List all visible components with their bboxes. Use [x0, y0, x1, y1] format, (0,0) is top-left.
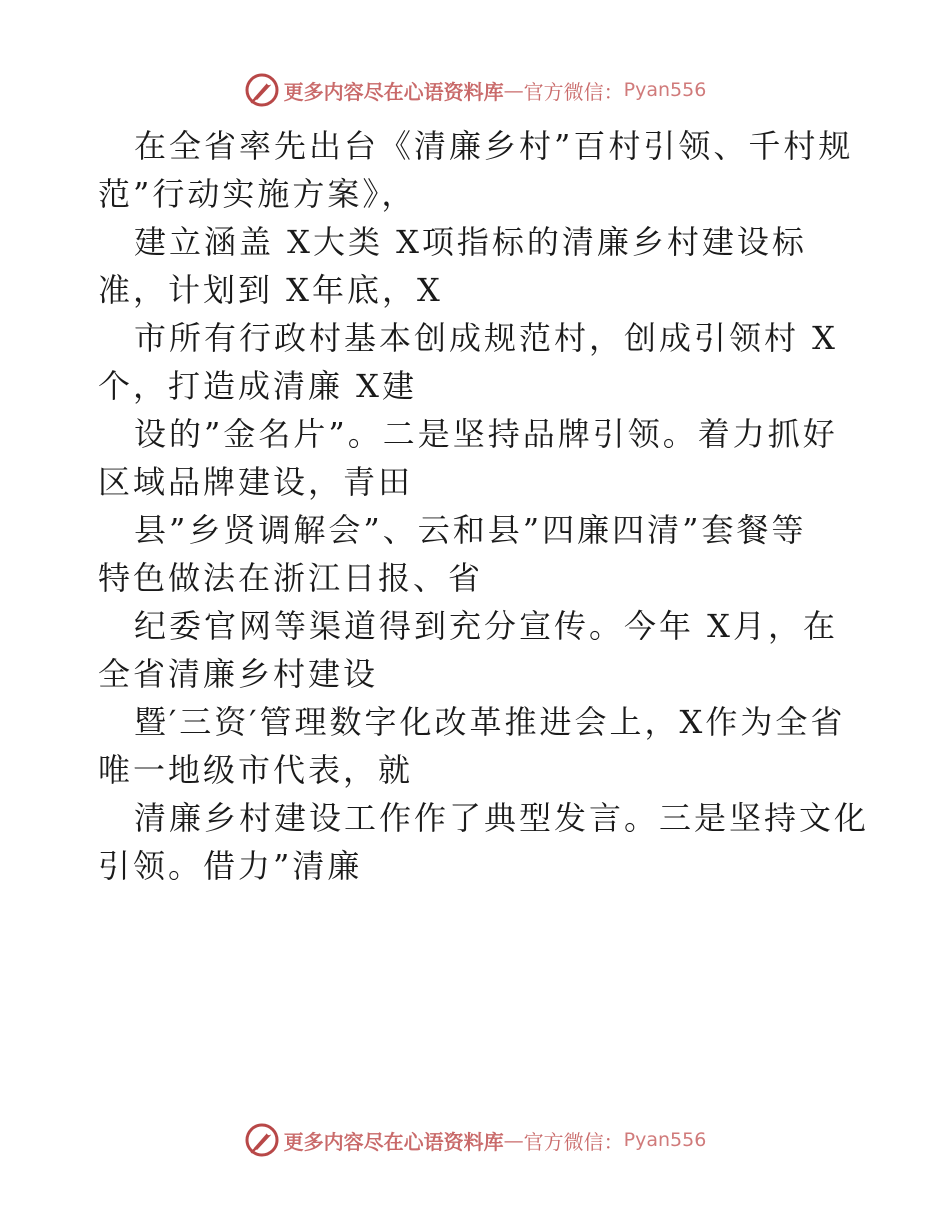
banner-account: Pyan556 — [623, 79, 707, 101]
quill-pen-seal-icon — [244, 1122, 280, 1158]
text-line: 特色做法在浙江日报、省 — [98, 559, 484, 597]
banner-text — [284, 76, 707, 105]
text-line: 建立涵盖 X大类 X项指标的清廉乡村建设标 — [134, 223, 807, 261]
text-line: 引领。借力”清廉 — [98, 847, 363, 885]
text-line: 设的”金名片”。二是坚持品牌引领。着力抓好 — [134, 415, 838, 453]
text-line: 纪委官网等渠道得到充分宣传。今年 X月，在 — [134, 607, 838, 645]
banner-text — [284, 1126, 707, 1155]
footer-watermark-banner — [0, 1120, 950, 1160]
banner-dash: — — [503, 78, 524, 102]
text-line: 唯一地级市代表，就 — [98, 751, 414, 789]
document-body — [98, 122, 878, 890]
text-line: 区域品牌建设，青田 — [98, 463, 414, 501]
text-line: 在全省率先出台《清廉乡村”百村引领、千村规 — [134, 127, 854, 165]
banner-content — [244, 70, 707, 110]
text-line: 暨′三资′管理数字化改革推进会上，X作为全省 — [134, 703, 846, 741]
text-line: 个，打造成清廉 X建 — [98, 367, 417, 405]
text-line: 范”行动实施方案》， — [98, 175, 417, 213]
quill-pen-seal-icon — [244, 72, 280, 108]
banner-account: Pyan556 — [623, 1129, 707, 1151]
banner-dash: — — [503, 1128, 524, 1152]
banner-brand: 更多内容尽在心语资料库 — [283, 1129, 504, 1154]
banner-brand: 更多内容尽在心语资料库 — [283, 79, 504, 104]
banner-wechat-label: 官方微信： — [523, 79, 624, 104]
header-watermark-banner — [0, 70, 950, 110]
banner-wechat-label: 官方微信： — [523, 1129, 624, 1154]
text-line: 市所有行政村基本创成规范村，创成引领村 X — [134, 319, 838, 357]
text-line: 准，计划到 X年底，X — [98, 271, 443, 309]
text-line: 县”乡贤调解会”、云和县”四廉四清”套餐等 — [134, 511, 807, 549]
banner-content — [244, 1120, 707, 1160]
text-line: 清廉乡村建设工作作了典型发言。三是坚持文化 — [134, 799, 870, 837]
text-line: 全省清廉乡村建设 — [98, 655, 379, 693]
